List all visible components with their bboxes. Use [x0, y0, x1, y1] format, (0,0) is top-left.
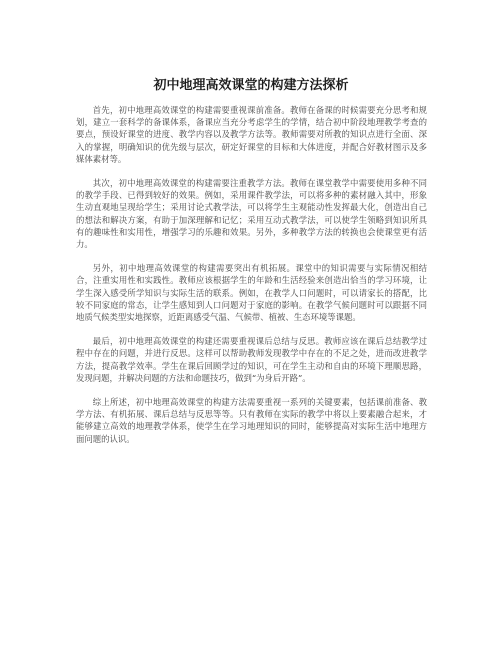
document-title: 初中地理高效课堂的构建方法探析: [153, 78, 349, 93]
paragraph-extension: 另外，初中地理高效课堂的构建需要突出有机拓展。课堂中的知识需要与实际情况相结合，注重实用性和实践性。教师应该根据学生的年龄和生活经验来创造出恰当的学习环境，让学生深入感受所学知识与实际生活的联系。例如，在教学人口问题时，可以请家长的搭配，比较不同家庭的常态，让学生感知到人口问题对于家庭的影响。在教学气候问题时可以跟据不同地质气候类型实地探察，近距离感受气温、气候带、植被、生态环境等课题。: [76, 263, 427, 323]
paragraph-methods: 其次，初中地理高效课堂的构建需要注重教学方法。教师在课堂教学中需要使用多种不同的教学手段、已得到较好的效果。例如，采用课件教学法，可以将多种的素材融入其中，形象生动直观地呈现给学生；采用讨论式教学法，可以将学生主观能动性发挥最大化，创造出自己的想法和解决方案，有助于加深理解和记忆；采用互动式教学法，可以使学生领略到知识所具有的趣味性和实用性，增强学习的乐趣和效果。另外，多种教学方法的转换也会使课堂更有活力。: [76, 178, 427, 250]
paragraph-conclusion: 综上所述，初中地理高效课堂的构建方法需要重视一系列的关键要素，包括课前准备、教学方法、有机拓展、课后总结与反思等等。只有教师在实际的教学中将以上要素融合起来，才能够建立高效的地理教学体系，使学生在学习地理知识的同时，能够提高对实际生活中地理方面问题的认识。: [76, 397, 427, 444]
document-body: [76, 104, 427, 457]
paragraph-preparation: 首先，初中地理高效课堂的构建需要重视课前准备。教师在备课的时候需要充分思考和规划，建立一套科学的备课体系，备课应当充分考虑学生的学情，结合初中阶段地理教学考查的要点，预设好课堂的进度、教学内容以及教学方法等。教师需要对所教的知识点进行全面、深入的掌握，明确知识的优先级与层次，研定好课堂的目标和大体进度，并配合好教材图示及多媒体素材等。: [76, 105, 427, 164]
paragraph-reflection: 最后，初中地理高效课堂的构建还需要重视课后总结与反思。教师应该在课后总结教学过程中存在的问题，并进行反思。这样可以帮助教师发现教学中存在的不足之处，进而改进教学方法，提高教学效率。学生在课后回顾学过的知识，可在学生主动和自由的环境下理顺思路，发现问题，并解决问题的方法和命题技巧，做到“为身后开路”。: [76, 336, 427, 383]
